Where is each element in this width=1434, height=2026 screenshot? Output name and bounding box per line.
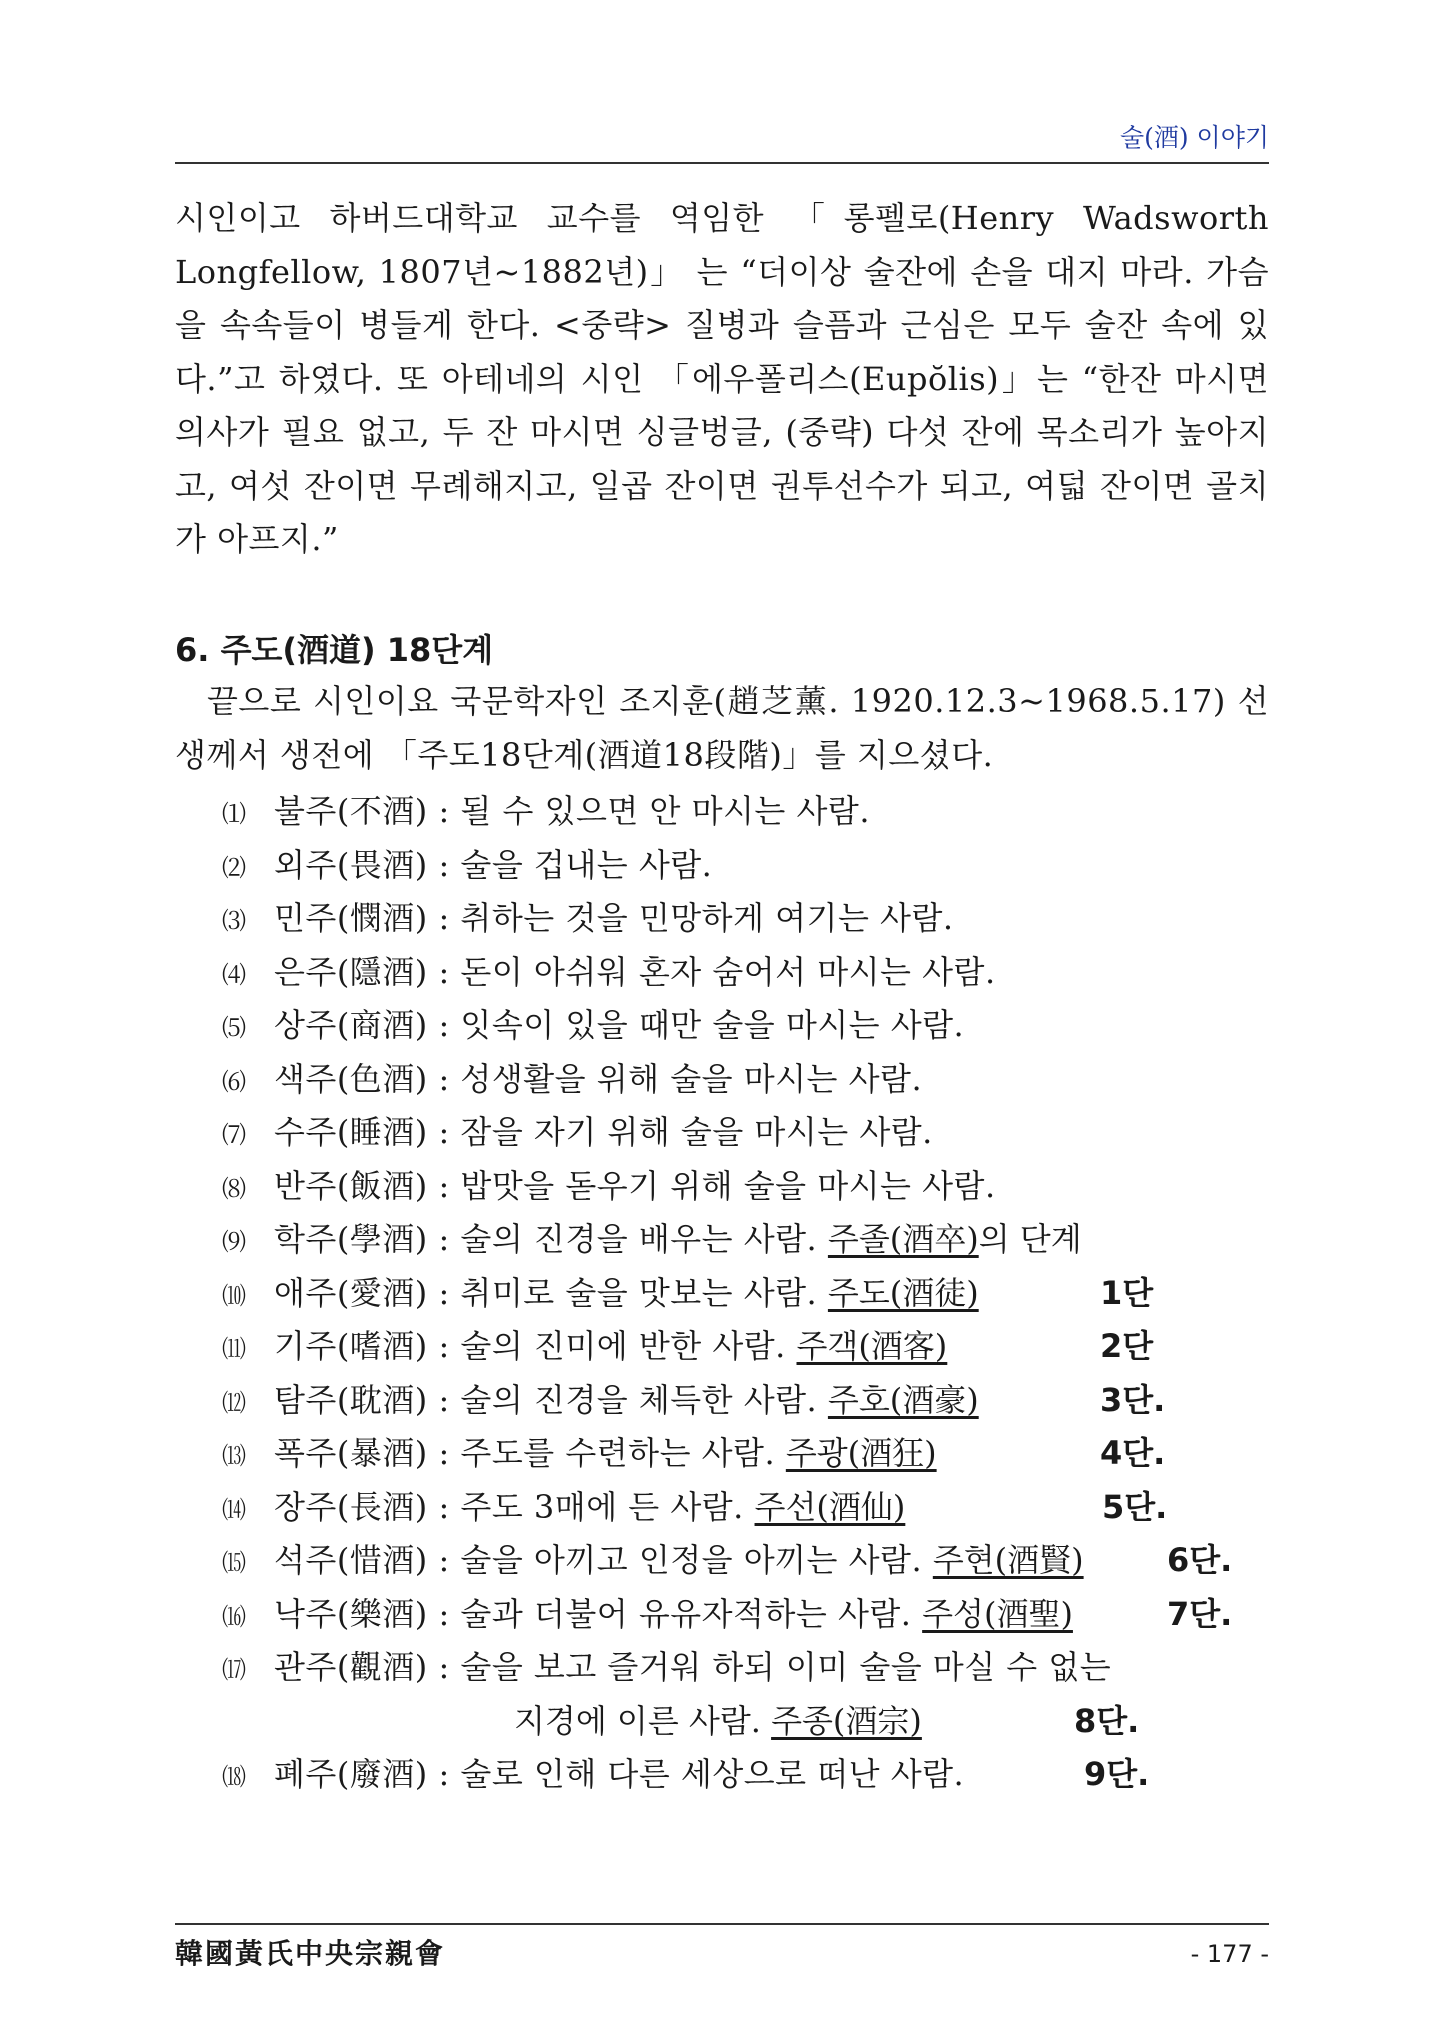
list-item — [222, 892, 1272, 946]
item-title: 주졸(酒卒) — [827, 1220, 979, 1258]
item-rank: 4단. — [1100, 1434, 1166, 1472]
item-number: ⑼ — [222, 1228, 246, 1256]
item-name: 장주(長酒) — [274, 1487, 428, 1526]
item-name: 불주(不酒) — [274, 792, 428, 830]
item-description: : 술을 아끼고 인정을 아끼는 사람. — [427, 1541, 933, 1579]
item-name: 수주(睡酒) — [274, 1113, 428, 1151]
item-title: 주성(酒聖) — [922, 1594, 1073, 1633]
item-name: 애주(愛酒) — [274, 1273, 428, 1312]
item-number: ⑻ — [222, 1174, 246, 1203]
item-description: : 잇속이 있을 때만 술을 마시는 사람. — [427, 1006, 965, 1044]
item-description: : 성생활을 위해 술을 마시는 사람. — [427, 1059, 923, 1098]
item-description: : 잠을 자기 위해 술을 마시는 사람. — [427, 1113, 933, 1151]
item-name: 외주(畏酒) — [274, 845, 428, 884]
item-name: 석주(惜酒) — [274, 1541, 428, 1579]
item-number: ⒅ — [222, 1763, 246, 1791]
item-title: 주도(酒徒) — [827, 1273, 979, 1312]
item-description: : 술을 보고 즐거워 하되 이미 술을 마실 수 없는 — [427, 1648, 1112, 1686]
item-number: ⒄ — [222, 1656, 246, 1684]
list-item — [222, 1641, 1272, 1748]
item-number: ⑹ — [222, 1067, 246, 1096]
item-number: ⑺ — [222, 1121, 246, 1149]
item-number: ⒂ — [222, 1549, 246, 1577]
item-continuation — [514, 1695, 922, 1749]
list-item — [222, 839, 1272, 893]
list-item — [222, 1748, 1272, 1802]
item-description-continued: 지경에 이른 사람. — [514, 1701, 772, 1740]
section-heading: 6. 주도(酒道) 18단계 — [175, 631, 494, 669]
item-rank: 8단. — [1074, 1701, 1140, 1740]
item-number: ⒃ — [222, 1602, 246, 1631]
page-number: - 177 - — [1190, 1940, 1269, 1968]
item-number: ⒀ — [222, 1442, 246, 1470]
item-number: ⒁ — [222, 1495, 246, 1524]
list-item — [222, 1213, 1272, 1267]
item-name: 관주(觀酒) — [274, 1648, 428, 1686]
item-rank: 7단. — [1167, 1594, 1233, 1633]
list-item — [222, 1320, 1272, 1374]
item-description: : 술의 진경을 체득한 사람. — [427, 1380, 828, 1419]
list-item — [222, 1481, 1272, 1535]
item-description: : 주도를 수련하는 사람. — [427, 1434, 786, 1472]
item-title: 주광(酒狂) — [785, 1434, 937, 1472]
list-item — [222, 785, 1272, 839]
item-name: 폐주(廢酒) — [274, 1755, 428, 1793]
item-rank: 1단 — [1100, 1273, 1154, 1312]
item-title: 주선(酒仙) — [754, 1487, 906, 1526]
footer-organization: 韓國黃氏中央宗親會 — [175, 1937, 446, 1970]
list-item — [222, 1106, 1272, 1160]
item-rank: 5단. — [1102, 1487, 1168, 1526]
item-rank: 3단. — [1100, 1380, 1166, 1419]
item-number: ⑵ — [222, 853, 246, 882]
item-number: ⑽ — [222, 1281, 246, 1310]
item-title: 주객(酒客) — [796, 1327, 948, 1365]
item-suffix: 의 단계 — [978, 1220, 1082, 1258]
item-description: : 술을 겁내는 사람. — [427, 845, 713, 884]
item-description: : 술의 진미에 반한 사람. — [427, 1327, 797, 1365]
item-number: ⑸ — [222, 1014, 246, 1042]
list-item — [222, 1160, 1272, 1214]
item-description: : 주도 3매에 든 사람. — [427, 1487, 755, 1526]
item-description: : 술의 진경을 배우는 사람. — [427, 1220, 828, 1258]
list-item — [222, 1588, 1272, 1642]
item-description: : 술과 더불어 유유자적하는 사람. — [427, 1594, 923, 1633]
item-number: ⑿ — [222, 1388, 246, 1417]
list-item — [222, 1053, 1272, 1107]
item-name: 상주(商酒) — [274, 1006, 428, 1044]
item-name: 탐주(耽酒) — [274, 1380, 428, 1419]
item-number: ⑴ — [222, 800, 246, 828]
item-title: 주호(酒豪) — [827, 1380, 979, 1419]
item-name: 폭주(暴酒) — [274, 1434, 428, 1472]
running-header: 술(酒) 이야기 — [1119, 123, 1269, 152]
item-description: : 될 수 있으면 안 마시는 사람. — [427, 792, 870, 830]
item-name: 반주(飯酒) — [274, 1166, 428, 1205]
item-number: ⑾ — [222, 1335, 246, 1363]
list-item — [222, 1374, 1272, 1428]
drinking-stages-list — [222, 785, 1272, 1802]
item-title: 주종(酒宗) — [771, 1701, 922, 1740]
section-intro: 끝으로 시인이요 국문학자인 조지훈(趙芝薰. 1920.12.3~1968.5.17) 선생께서 생전에 「주도18단계(酒道18段階)」를 지으셨다. — [175, 682, 1269, 774]
list-item — [222, 1427, 1272, 1481]
item-name: 민주(憫酒) — [274, 899, 428, 937]
item-description: : 밥맛을 돋우기 위해 술을 마시는 사람. — [427, 1166, 996, 1205]
item-number: ⑶ — [222, 907, 246, 935]
list-item — [222, 946, 1272, 1000]
item-description: : 취미로 술을 맛보는 사람. — [427, 1273, 828, 1312]
item-name: 학주(學酒) — [274, 1220, 428, 1258]
item-rank: 6단. — [1167, 1541, 1233, 1579]
list-item — [222, 1534, 1272, 1588]
item-number: ⑷ — [222, 960, 246, 989]
item-name: 색주(色酒) — [274, 1059, 428, 1098]
list-item — [222, 999, 1272, 1053]
header-divider — [175, 162, 1269, 164]
item-title: 주현(酒賢) — [932, 1541, 1084, 1579]
item-rank: 2단 — [1100, 1327, 1154, 1365]
item-name: 은주(隱酒) — [274, 952, 428, 991]
item-name: 기주(嗜酒) — [274, 1327, 428, 1365]
body-paragraph: 시인이고 하버드대학교 교수를 역임한 「롱펠로(Henry Wadsworth Longfellow, 1807년~1882년)」 는 “더이상 술잔에 손을 대지 마라. 가슴을 속속들이 병들게 한다. <중략> 질병과 슬픔과 근심은 모두 술잔 속에 있다.”고 하였다. 또 아테네의 시인 「에우폴리스(Eupŏlis)」는 “한잔 마시면 의사가 필요 없고, 두 잔 마시면 싱글벙글, (중략) 다섯 잔에 목소리가 높아지고, 여섯 잔이면 무례해지고, 일곱 잔이면 권투선수가 되고, 여덟 잔이면 골치가 아프지.” — [175, 199, 1269, 558]
footer-divider — [175, 1923, 1269, 1925]
item-description: : 취하는 것을 민망하게 여기는 사람. — [427, 899, 954, 937]
item-description: : 돈이 아쉬워 혼자 숨어서 마시는 사람. — [427, 952, 996, 991]
item-description: : 술로 인해 다른 세상으로 떠난 사람. — [427, 1755, 965, 1793]
item-rank: 9단. — [1084, 1755, 1150, 1793]
list-item — [222, 1267, 1272, 1321]
item-name: 낙주(樂酒) — [274, 1594, 428, 1633]
